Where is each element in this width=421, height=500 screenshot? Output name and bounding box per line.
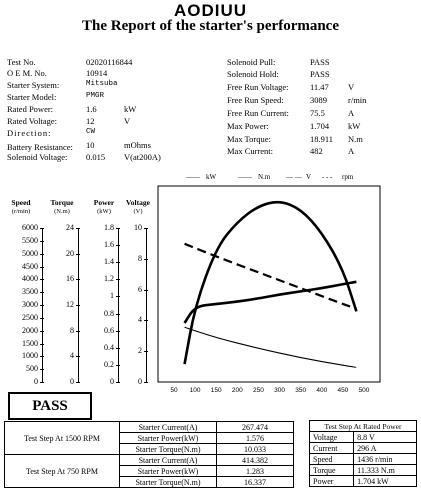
y-tick-power: 0 <box>110 377 114 386</box>
y-tick-power: 1.8 <box>104 223 114 232</box>
y-axis-line-torque <box>78 228 79 382</box>
field-unit: kW <box>124 104 137 114</box>
table-cell-name: Starter Power(kW) <box>120 466 217 477</box>
table-row <box>310 432 417 443</box>
y-tick-speed: 5000 <box>22 248 38 258</box>
y-tick-mark <box>144 382 148 383</box>
field-value: 1.704 <box>310 121 330 131</box>
axis-unit-power: (kW) <box>97 208 111 215</box>
y-axis-line-voltage <box>146 228 147 382</box>
axis-header-power: Power <box>93 198 115 207</box>
table-cell-value: 11.333 N.m <box>354 465 417 476</box>
series-line-rpm <box>185 244 357 309</box>
table-cell-name: Torque <box>310 465 354 476</box>
table-row <box>5 455 294 466</box>
field-label: Solenoid Voltage: <box>7 152 68 162</box>
field-label: Starter Model: <box>7 92 57 102</box>
axis-header-torque: Torque <box>50 198 74 207</box>
table-cell-name: Starter Torque(N.m) <box>120 477 217 488</box>
field-label: Test No. <box>7 57 36 67</box>
field-unit: A <box>348 146 355 156</box>
field-label: Free Run Speed: <box>227 95 284 105</box>
field-unit: r/min <box>348 95 367 105</box>
legend-label-rpm: rpm <box>342 173 354 181</box>
y-tick-mark <box>116 382 120 383</box>
axis-header-speed: Speed <box>11 198 31 207</box>
y-tick-speed: 2000 <box>22 325 38 335</box>
y-tick-speed: 4000 <box>22 274 38 284</box>
table-cell-value: 1.576 <box>217 433 294 444</box>
table-cell-value: 414.382 <box>217 455 294 466</box>
field-unit: V <box>348 82 355 92</box>
field-value: 10914 <box>86 68 108 78</box>
report-title: The Report of the starter's performance <box>82 18 339 34</box>
field-value: PASS <box>310 57 330 67</box>
chart-series <box>185 202 357 367</box>
field-unit: V(at200A) <box>124 152 161 162</box>
y-tick-torque: 8 <box>70 325 74 335</box>
x-tick-label: 150 <box>210 387 222 394</box>
rated-power-table <box>309 420 417 487</box>
field-value: CW <box>86 128 96 136</box>
legend-swatch-v: — — <box>286 173 302 181</box>
y-tick-power: 0.6 <box>104 325 114 335</box>
field-value: 02020116844 <box>86 57 133 67</box>
y-tick-power: 0.4 <box>104 342 114 352</box>
field-value: 1.6 <box>86 104 97 114</box>
field-unit: A <box>348 108 355 118</box>
x-tick-label: 450 <box>337 387 349 394</box>
test-step-table <box>4 421 294 488</box>
y-tick-torque: 16 <box>66 274 74 284</box>
y-tick-torque: 4 <box>70 351 74 361</box>
y-tick-speed: 0 <box>34 377 38 386</box>
table-row <box>310 421 417 432</box>
y-tick-voltage: 4 <box>138 315 142 325</box>
x-tick-label: 300 <box>274 387 285 394</box>
brand-logo: AODIUU <box>173 1 248 20</box>
table-cell-value: 16.337 <box>217 477 294 488</box>
y-tick-torque: 20 <box>66 248 74 258</box>
y-axis-line-speed <box>42 228 43 382</box>
table-cell-name: Starter Torque(N.m) <box>120 444 217 455</box>
field-label: O E M. No. <box>7 68 47 78</box>
series-line-kw <box>185 202 357 364</box>
axis-header-voltage: Voltage <box>126 198 150 207</box>
step-label-750: Test Step At 750 RPM <box>5 455 120 488</box>
table-cell-value: 267.474 <box>217 422 294 433</box>
field-value: 10 <box>86 140 95 150</box>
y-tick-power: 1.4 <box>104 257 114 267</box>
field-label: Max Torque: <box>227 134 271 144</box>
y-tick-torque: 0 <box>70 377 74 386</box>
table-cell-name: Power <box>310 476 354 487</box>
y-axis-line-power <box>118 228 119 382</box>
field-unit: mOhms <box>124 140 151 150</box>
y-tick-speed: 6000 <box>22 223 38 232</box>
field-label: Rated Power: <box>7 104 54 114</box>
field-label: Starter System: <box>7 80 60 90</box>
y-tick-power: 1 <box>110 291 114 301</box>
y-tick-mark <box>76 382 80 383</box>
series-line-v <box>185 327 357 367</box>
field-label: Solenoid Pull: <box>227 57 276 67</box>
table-row <box>310 465 417 476</box>
table-cell-value: 1.704 kW <box>354 476 417 487</box>
table-cell-value: 10.033 <box>217 444 294 455</box>
step-label-1500: Test Step At 1500 RPM <box>5 422 120 455</box>
x-tick-label: 100 <box>189 387 201 394</box>
field-label: Direction: <box>7 128 52 138</box>
legend-swatch-rpm: - - - <box>322 173 333 181</box>
x-tick-label: 400 <box>316 387 328 394</box>
y-tick-torque: 24 <box>66 223 74 232</box>
y-tick-voltage: 6 <box>138 284 142 294</box>
y-tick-power: 0.2 <box>104 359 114 369</box>
field-label: Free Run Current: <box>227 108 289 118</box>
pass-badge: PASS <box>8 392 92 420</box>
table-cell-name: Speed <box>310 454 354 465</box>
series-line-nm <box>185 282 357 323</box>
field-label: Battery Resistance: <box>7 142 73 152</box>
legend-label-kw: kW <box>206 173 217 181</box>
table-cell-name: Starter Power(kW) <box>120 433 217 444</box>
y-tick-voltage: 8 <box>138 253 142 263</box>
field-unit: kW <box>348 121 361 131</box>
field-label: Free Run Voltage: <box>227 82 289 92</box>
table-row <box>5 422 294 433</box>
table-cell-value: 1.283 <box>217 466 294 477</box>
y-tick-speed: 2500 <box>22 312 38 322</box>
table-cell-value: 8.8 V <box>354 432 417 443</box>
field-value: 11.47 <box>310 82 329 92</box>
x-tick-label: 350 <box>295 387 307 394</box>
y-tick-power: 0.8 <box>104 308 114 318</box>
table-row <box>310 443 417 454</box>
table-row <box>310 476 417 487</box>
y-tick-speed: 3000 <box>22 300 38 309</box>
field-value: 12 <box>86 116 95 126</box>
legend-label-nm: N.m <box>258 173 271 181</box>
field-label: Max Power: <box>227 121 269 131</box>
x-tick-label: 50 <box>170 387 178 394</box>
field-label: Max Current: <box>227 146 274 156</box>
field-value: 0.015 <box>86 152 106 162</box>
y-tick-voltage: 0 <box>138 377 142 386</box>
x-tick-label: 500 <box>358 387 370 394</box>
field-value: 18.911 <box>310 134 334 144</box>
x-tick-label: 250 <box>253 387 264 394</box>
legend-label-v: V <box>306 173 312 181</box>
x-tick-label: 200 <box>231 387 243 394</box>
axis-unit-voltage: (V) <box>133 208 143 215</box>
table-cell-value: 296 A <box>354 443 417 454</box>
legend-swatch-nm: —— <box>238 173 252 181</box>
plot-area-frame <box>158 186 380 382</box>
x-axis-ticks <box>170 387 369 394</box>
y-tick-voltage: 2 <box>138 346 142 356</box>
field-unit: V <box>124 116 131 126</box>
field-value: 482 <box>310 146 323 156</box>
y-tick-speed: 4500 <box>22 261 38 271</box>
y-tick-speed: 500 <box>26 364 38 374</box>
field-value: PASS <box>310 69 330 79</box>
table-cell-name: Starter Current(A) <box>120 455 217 466</box>
rated-power-header: Test Step At Rated Power <box>310 421 417 432</box>
field-value: 3089 <box>310 95 327 105</box>
table-cell-value: 1436 r/min <box>354 454 417 465</box>
legend-swatch-kw: —— <box>186 173 200 181</box>
table-cell-name: Voltage <box>310 432 354 443</box>
field-label: Solenoid Hold: <box>227 69 279 79</box>
y-tick-power: 1.6 <box>104 240 114 250</box>
y-tick-voltage: 10 <box>134 223 142 232</box>
table-row <box>310 454 417 465</box>
y-tick-speed: 1000 <box>22 351 38 361</box>
field-unit: N.m <box>348 134 363 144</box>
y-tick-speed: 3500 <box>22 287 38 297</box>
y-tick-power: 1.2 <box>104 274 114 284</box>
axis-unit-torque: (N.m) <box>54 208 70 215</box>
field-value: 75.5 <box>310 108 325 118</box>
y-tick-speed: 1500 <box>22 338 38 348</box>
table-cell-name: Starter Current(A) <box>120 422 217 433</box>
axis-unit-speed: (r/min) <box>11 208 31 215</box>
table-cell-name: Current <box>310 443 354 454</box>
field-label: Rated Voltage: <box>7 116 57 126</box>
y-tick-speed: 5500 <box>22 235 38 245</box>
y-tick-mark <box>40 382 44 383</box>
y-tick-torque: 12 <box>66 300 74 309</box>
field-value: PMGR <box>86 92 105 100</box>
field-value: Mitsuba <box>86 80 118 88</box>
